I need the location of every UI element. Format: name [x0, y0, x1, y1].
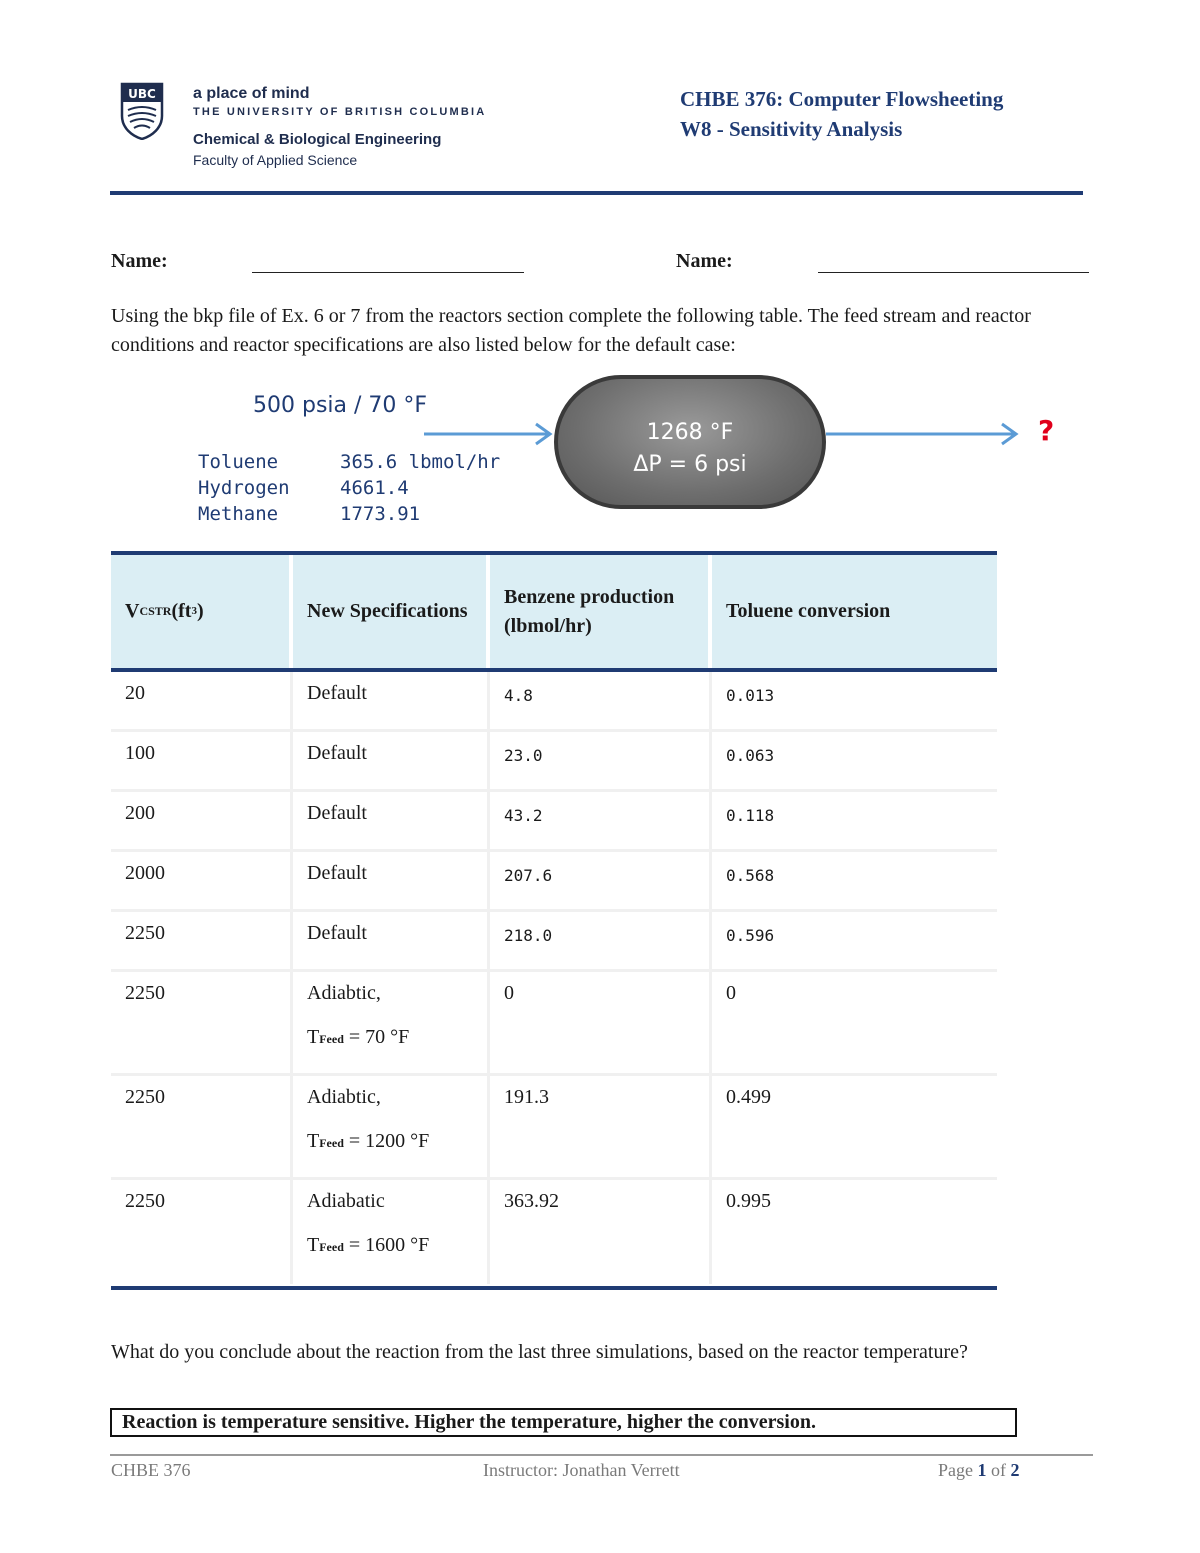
component-name: Toluene: [198, 451, 279, 473]
table-row: [111, 672, 997, 732]
header-toluene: Toluene conversion: [726, 600, 891, 622]
cell-conversion: 0.013: [726, 686, 775, 705]
header-volume-exponent: 3: [191, 605, 197, 617]
name-field-1[interactable]: [252, 272, 524, 273]
table-row: [111, 912, 997, 972]
cell-volume: 200: [111, 792, 293, 849]
header-volume-close: ): [196, 600, 204, 622]
cell-benzene: 4.8: [490, 672, 712, 729]
footer-course: CHBE 376: [111, 1460, 191, 1480]
feed-temp-value: = 1200 °F: [343, 1130, 430, 1152]
cell-benzene: 43.2: [490, 792, 712, 849]
cell-spec: Default: [293, 732, 490, 789]
cell-conversion: 0.063: [726, 746, 775, 765]
cell-benzene: 207.6: [490, 852, 712, 909]
cell-spec: [293, 972, 490, 1073]
header-volume: [111, 555, 293, 668]
question-text: What do you conclude about the reaction from the last three simulations, based on the reactor temperature?: [111, 1341, 968, 1363]
results-table: [111, 551, 997, 1284]
component-value: 4661.4: [340, 477, 409, 499]
cell-spec-mode: Adiabtic,: [307, 982, 381, 1004]
cell-benzene: 0: [490, 972, 712, 1073]
cell-spec-mode: Adiabtic,: [307, 1086, 381, 1108]
cell-benzene: 191.3: [490, 1076, 712, 1177]
page-label: Page: [938, 1460, 978, 1480]
reactor-temperature: 1268 °F: [646, 420, 734, 445]
faculty-name: Faculty of Applied Science: [193, 152, 358, 168]
feed-temp-symbol: T: [307, 1234, 320, 1256]
page-current: 1: [977, 1460, 987, 1480]
feed-temp-subscript: Feed: [319, 1136, 344, 1150]
cell-volume: 100: [111, 732, 293, 789]
cell-spec-feed-temp: [307, 1026, 487, 1050]
ubc-shield-logo: [120, 82, 164, 140]
cell-spec: [293, 1180, 490, 1284]
intro-paragraph: Using the bkp file of Ex. 6 or 7 from the reactors section complete the following table. The feed stream and reactor conditions and reactor specifications are also listed below for the default case:: [111, 305, 1031, 356]
outlet-arrow-icon: [826, 420, 1022, 450]
cell-spec: Default: [293, 912, 490, 969]
cell-spec-mode: Adiabatic: [307, 1190, 385, 1212]
feed-temp-symbol: T: [307, 1130, 320, 1152]
cell-volume: 20: [111, 672, 293, 729]
feed-row: [198, 501, 500, 527]
name-label-2: Name:: [676, 250, 733, 272]
component-name: Hydrogen: [198, 477, 290, 499]
component-value: 1773.91: [340, 503, 421, 525]
cell-spec-feed-temp: [307, 1234, 487, 1258]
feed-temp-value: = 1600 °F: [343, 1234, 430, 1256]
page-of: of: [986, 1460, 1011, 1480]
table-bottom-rule: [111, 1286, 997, 1290]
feed-conditions: 500 psia / 70 °F: [253, 393, 428, 418]
cell-volume: 2250: [111, 1180, 293, 1284]
name-field-2[interactable]: [818, 272, 1089, 273]
tagline: a place of mind: [193, 85, 310, 102]
answer-box[interactable]: Reaction is temperature sensitive. Higher the temperature, higher the conversion.: [110, 1408, 1017, 1437]
footer-page-number: [938, 1460, 1020, 1481]
cell-volume: 2250: [111, 972, 293, 1073]
feed-temp-subscript: Feed: [319, 1032, 344, 1046]
table-row: [111, 732, 997, 792]
cell-benzene: 218.0: [490, 912, 712, 969]
cell-spec: Default: [293, 852, 490, 909]
page-total: 2: [1010, 1460, 1020, 1480]
cell-spec: Default: [293, 792, 490, 849]
cell-volume: 2000: [111, 852, 293, 909]
cell-conversion: 0.995: [726, 1190, 771, 1212]
feed-row: [198, 449, 500, 475]
header-volume-subscript: CSTR: [139, 604, 172, 618]
footer-divider: [110, 1454, 1093, 1456]
cell-benzene: 23.0: [490, 732, 712, 789]
university-name: THE UNIVERSITY OF BRITISH COLUMBIA: [193, 106, 487, 118]
header-divider: [110, 191, 1083, 195]
header-volume-symbol: V: [125, 600, 140, 622]
cell-benzene: 363.92: [490, 1180, 712, 1284]
course-header: [680, 84, 1003, 144]
feed-composition: [198, 449, 500, 527]
component-value: 365.6 lbmol/hr: [340, 451, 501, 473]
outlet-unknown: ?: [1038, 414, 1055, 447]
cell-conversion: 0: [726, 982, 736, 1004]
reactor-pressure-drop: ΔP = 6 psi: [633, 452, 747, 477]
table-row: [111, 852, 997, 912]
inlet-arrow-icon: [420, 420, 560, 450]
university-logo-text: [193, 84, 486, 170]
cell-spec: Default: [293, 672, 490, 729]
name-label-1: Name:: [111, 250, 168, 272]
table-header: [111, 551, 997, 672]
header-specifications: New Specifications: [293, 555, 490, 668]
department-name: Chemical & Biological Engineering: [193, 131, 442, 148]
cell-spec: [293, 1076, 490, 1177]
table-row: [111, 792, 997, 852]
header-volume-unit: (ft: [171, 600, 192, 622]
cell-spec-feed-temp: [307, 1130, 487, 1154]
feed-row: [198, 475, 500, 501]
cell-conversion: 0.596: [726, 926, 775, 945]
cell-conversion: 0.568: [726, 866, 775, 885]
cell-volume: 2250: [111, 1076, 293, 1177]
table-row: [111, 972, 997, 1076]
cell-volume: 2250: [111, 912, 293, 969]
cell-conversion: 0.499: [726, 1086, 771, 1108]
feed-temp-symbol: T: [307, 1026, 320, 1048]
table-row: [111, 1180, 997, 1284]
course-subtitle: W8 - Sensitivity Analysis: [680, 117, 903, 141]
course-title: CHBE 376: Computer Flowsheeting: [680, 87, 1004, 111]
reactor-vessel: [554, 375, 826, 509]
cell-conversion: 0.118: [726, 806, 775, 825]
feed-temp-value: = 70 °F: [343, 1026, 410, 1048]
feed-temp-subscript: Feed: [319, 1240, 344, 1254]
table-row: [111, 1076, 997, 1180]
header-benzene: Benzene production (lbmol/hr): [490, 555, 712, 668]
component-name: Methane: [198, 503, 279, 525]
footer-instructor: Instructor: Jonathan Verrett: [483, 1460, 680, 1480]
ubc-logo-text: UBC: [128, 87, 156, 101]
